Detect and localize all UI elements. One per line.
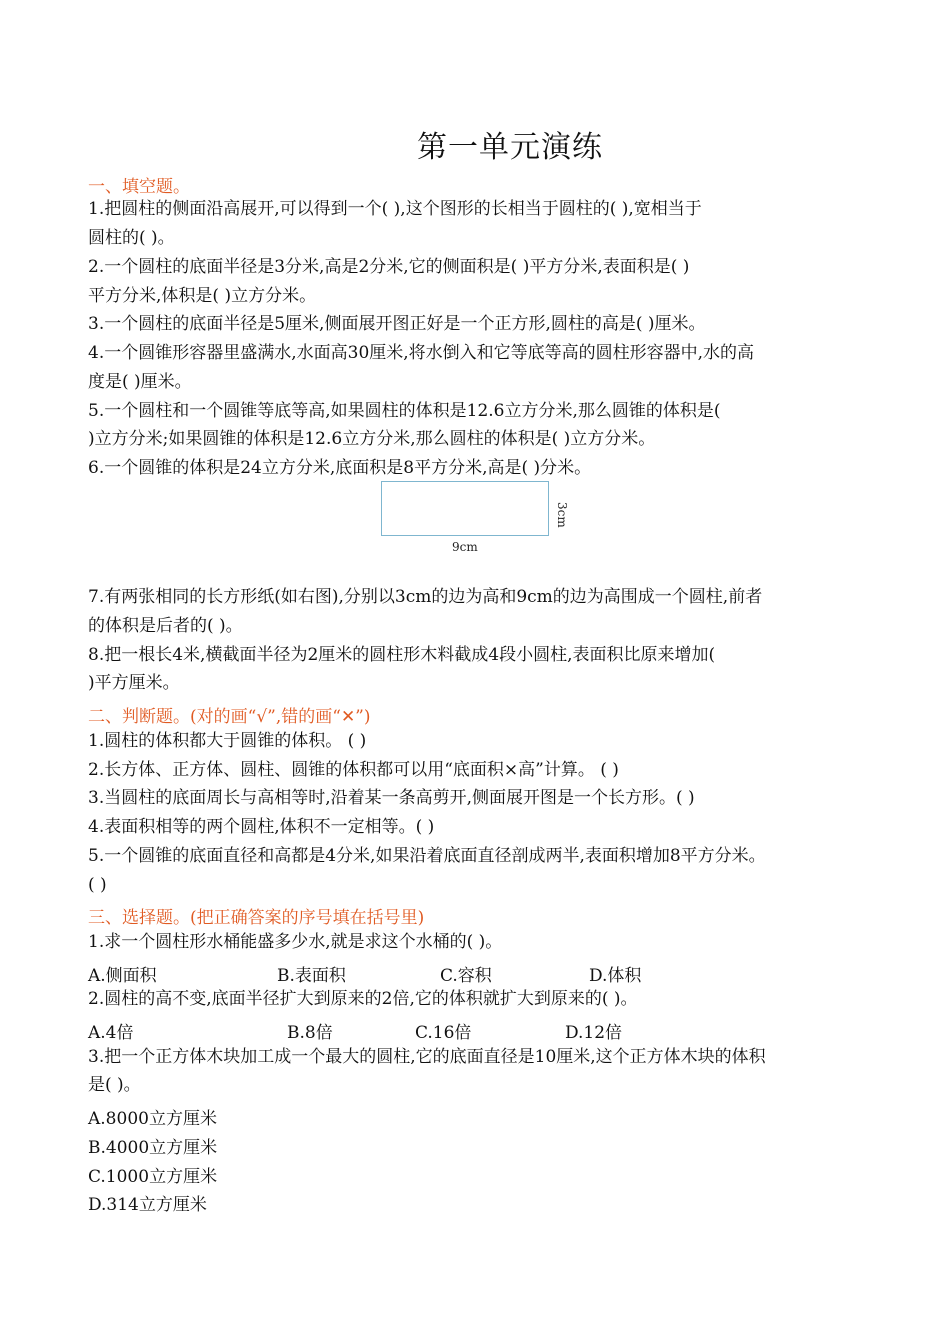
figure-width-label: 9cm bbox=[452, 540, 478, 554]
question-line: )立方分米;如果圆锥的体积是12.6立方分米,那么圆柱的体积是( )立方分米。 bbox=[88, 429, 656, 449]
question-line: 1.把圆柱的侧面沿高展开,可以得到一个( ),这个图形的长相当于圆柱的( ),宽相当于 bbox=[88, 199, 702, 219]
rectangle-figure bbox=[381, 481, 549, 536]
question-line: 8.把一根长4米,横截面半径为2厘米的圆柱形木料截成4段小圆柱,表面积比原来增加( bbox=[88, 645, 716, 665]
option-c: C.16倍 bbox=[415, 1023, 472, 1043]
question-line: 2.圆柱的高不变,底面半径扩大到原来的2倍,它的体积就扩大到原来的( )。 bbox=[88, 989, 638, 1009]
section-heading-fill-in: 一、填空题。 bbox=[88, 177, 190, 197]
question-line: 4.一个圆锥形容器里盛满水,水面高30厘米,将水倒入和它等底等高的圆柱形容器中,水的高 bbox=[88, 343, 755, 363]
figure-height-label: 3cm bbox=[555, 502, 569, 528]
question-line: 是( )。 bbox=[88, 1075, 141, 1095]
question-line: 5.一个圆柱和一个圆锥等底等高,如果圆柱的体积是12.6立方分米,那么圆锥的体积是( bbox=[88, 401, 721, 421]
question-line: 1.圆柱的体积都大于圆锥的体积。 ( ) bbox=[88, 731, 367, 751]
question-line: 圆柱的( )。 bbox=[88, 228, 175, 248]
question-line: ( ) bbox=[88, 875, 107, 895]
option-b: B.表面积 bbox=[277, 966, 346, 986]
question-line: 6.一个圆锥的体积是24立方分米,底面积是8平方分米,高是( )分米。 bbox=[88, 458, 592, 478]
section-heading-true-false: 二、判断题。(对的画“√”,错的画“✕”) bbox=[88, 707, 371, 727]
option-c: C.容积 bbox=[440, 966, 492, 986]
option-b: B.8倍 bbox=[287, 1023, 333, 1043]
question-line: 的体积是后者的( )。 bbox=[88, 616, 243, 636]
option-d: D.12倍 bbox=[565, 1023, 623, 1043]
section-heading-multiple-choice: 三、选择题。(把正确答案的序号填在括号里) bbox=[88, 908, 425, 928]
page-title: 第一单元演练 bbox=[417, 130, 603, 165]
question-line: 1.求一个圆柱形水桶能盛多少水,就是求这个水桶的( )。 bbox=[88, 932, 503, 952]
question-line: 5.一个圆锥的底面直径和高都是4分米,如果沿着底面直径剖成两半,表面积增加8平方分米。 bbox=[88, 846, 766, 866]
question-line: 平方分米,体积是( )立方分米。 bbox=[88, 286, 317, 306]
question-line: 3.把一个正方体木块加工成一个最大的圆柱,它的底面直径是10厘米,这个正方体木块的体积 bbox=[88, 1047, 766, 1067]
question-line: 3.一个圆柱的底面半径是5厘米,侧面展开图正好是一个正方形,圆柱的高是( )厘米。 bbox=[88, 314, 706, 334]
question-line: 2.长方体、正方体、圆柱、圆锥的体积都可以用“底面积×高”计算。 ( ) bbox=[88, 760, 619, 780]
option-d: D.体积 bbox=[589, 966, 642, 986]
option-d: D.314立方厘米 bbox=[88, 1195, 207, 1215]
question-line: )平方厘米。 bbox=[88, 673, 180, 693]
question-line: 7.有两张相同的长方形纸(如右图),分别以3cm的边为高和9cm的边为高围成一个圆柱,前者 bbox=[88, 587, 763, 607]
question-line: 3.当圆柱的底面周长与高相等时,沿着某一条高剪开,侧面展开图是一个长方形。( ) bbox=[88, 788, 695, 808]
question-line: 4.表面积相等的两个圆柱,体积不一定相等。( ) bbox=[88, 817, 435, 837]
option-a: A.侧面积 bbox=[88, 966, 157, 986]
option-a: A.8000立方厘米 bbox=[88, 1109, 217, 1129]
option-b: B.4000立方厘米 bbox=[88, 1138, 218, 1158]
question-line: 2.一个圆柱的底面半径是3分米,高是2分米,它的侧面积是( )平方分米,表面积是( ) bbox=[88, 257, 690, 277]
option-c: C.1000立方厘米 bbox=[88, 1167, 218, 1187]
option-a: A.4倍 bbox=[88, 1023, 134, 1043]
question-line: 度是( )厘米。 bbox=[88, 372, 192, 392]
